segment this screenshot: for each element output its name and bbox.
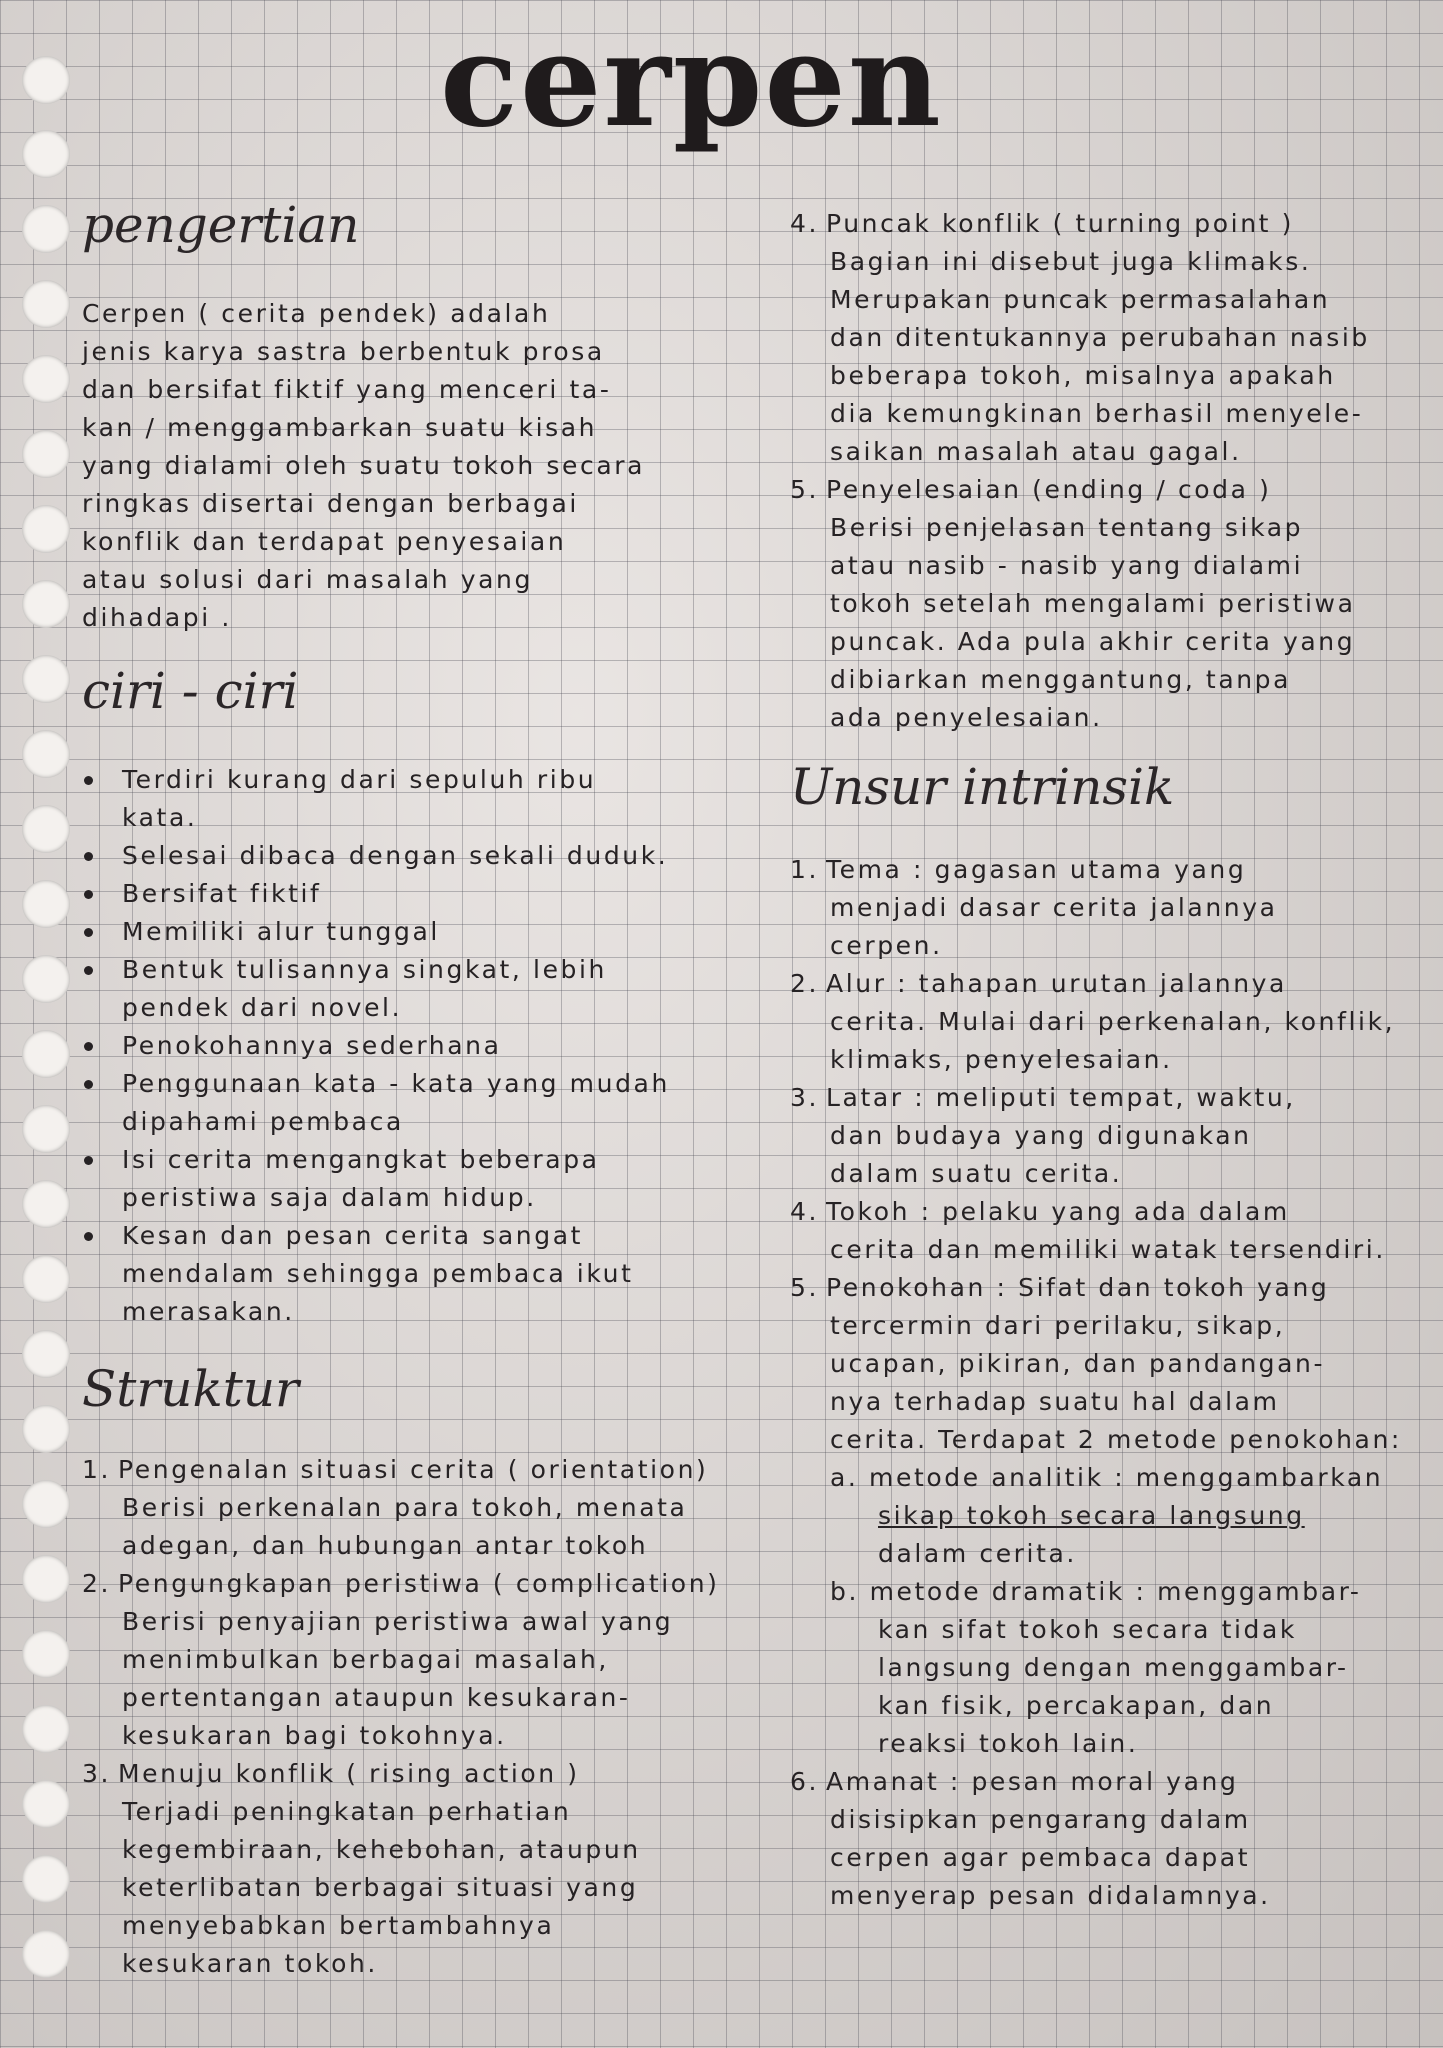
- struktur-continued: [790, 205, 1430, 737]
- text-line: dibiarkan menggantung, tanpa: [830, 665, 1292, 694]
- binder-hole: [22, 655, 70, 703]
- list-item: [82, 1217, 782, 1331]
- list-item: [82, 837, 782, 875]
- item-number: 4.: [790, 1197, 820, 1226]
- binder-hole: [22, 505, 70, 553]
- text-line: dan bersifat fiktif yang menceri ta-: [82, 375, 612, 404]
- binder-hole: [22, 280, 70, 328]
- list-item: [790, 471, 1430, 737]
- item-number: 5.: [790, 1273, 820, 1302]
- item-title: Pengenalan situasi cerita ( orientation): [118, 1455, 709, 1484]
- bullet-line: Selesai dibaca dengan sekali duduk.: [82, 837, 782, 875]
- text-line: dipahami pembaca: [122, 1107, 404, 1136]
- text-line: tokoh setelah mengalami peristiwa: [830, 589, 1356, 618]
- text-line: Cerpen ( cerita pendek) adalah: [82, 299, 551, 328]
- item-title: Tema : gagasan utama yang: [826, 855, 1247, 884]
- text-line: konflik dan terdapat penyesaian: [82, 527, 567, 556]
- text-line: kesukaran bagi tokohnya.: [122, 1721, 507, 1750]
- text-line: menjadi dasar cerita jalannya: [830, 893, 1278, 922]
- bullet-line: Penokohannya sederhana: [82, 1027, 782, 1065]
- list-item: [82, 761, 782, 837]
- binder-hole: [22, 955, 70, 1003]
- text-line: cerpen agar pembaca dapat: [830, 1843, 1251, 1872]
- list-item: [82, 1141, 782, 1217]
- item-title: Latar : meliputi tempat, waktu,: [826, 1083, 1296, 1112]
- bullet-line: Bersifat fiktif: [82, 875, 782, 913]
- binder-hole: [22, 56, 70, 104]
- list-item: [790, 1193, 1430, 1269]
- binder-hole: [22, 1930, 70, 1978]
- item-number: 2.: [790, 969, 820, 998]
- ciri-section: [82, 661, 782, 1331]
- text-line: kan fisik, percakapan, dan: [878, 1691, 1275, 1720]
- item-title: Menuju konflik ( rising action ): [118, 1759, 580, 1788]
- text-line: disisipkan pengarang dalam: [830, 1805, 1251, 1834]
- text-line: merasakan.: [122, 1297, 295, 1326]
- text-line: Berisi penjelasan tentang sikap: [830, 513, 1304, 542]
- binder-hole: [22, 1405, 70, 1453]
- binder-hole: [22, 1480, 70, 1528]
- text-line: menimbulkan berbagai masalah,: [122, 1645, 609, 1674]
- text-line: yang dialami oleh suatu tokoh secara: [82, 451, 646, 480]
- text-line: Merupakan puncak permasalahan: [830, 285, 1331, 314]
- binder-hole: [22, 130, 70, 178]
- binder-hole: [22, 1105, 70, 1153]
- text-line: kegembiraan, kehebohan, ataupun: [122, 1835, 641, 1864]
- left-column: [82, 195, 782, 1983]
- right-column: [790, 205, 1430, 1915]
- list-item: [790, 851, 1430, 965]
- list-item: [790, 1079, 1430, 1193]
- text-line: dalam suatu cerita.: [830, 1159, 1123, 1188]
- text-line: nya terhadap suatu hal dalam: [830, 1387, 1280, 1416]
- struktur-section: [82, 1359, 782, 1983]
- binder-hole: [22, 355, 70, 403]
- item-number: 3.: [82, 1759, 112, 1788]
- ciri-heading: ciri - ciri: [82, 662, 299, 720]
- item-title: Penyelesaian (ending / coda ): [826, 475, 1272, 504]
- bullet-line: Memiliki alur tunggal: [82, 913, 782, 951]
- binder-hole: [22, 1630, 70, 1678]
- item-title: Amanat : pesan moral yang: [826, 1767, 1239, 1796]
- struktur-heading: Struktur: [82, 1360, 299, 1418]
- text-line: cerita. Terdapat 2 metode penokohan:: [830, 1425, 1402, 1454]
- text-line: menyebabkan bertambahnya: [122, 1911, 555, 1940]
- list-item: [82, 1065, 782, 1141]
- item-number: 6.: [790, 1767, 820, 1796]
- binder-hole: [22, 205, 70, 253]
- text-line: dia kemungkinan berhasil menyele-: [830, 399, 1364, 428]
- text-line: dan ditentukannya perubahan nasib: [830, 323, 1370, 352]
- item-title: Puncak konflik ( turning point ): [826, 209, 1294, 238]
- text-line: dihadapi .: [82, 603, 232, 632]
- text-line: jenis karya sastra berbentuk prosa: [82, 337, 605, 366]
- text-line: b. metode dramatik : menggambar-: [830, 1577, 1362, 1606]
- text-line: kata.: [122, 803, 198, 832]
- list-item: [790, 1269, 1430, 1459]
- bullet-line: Isi cerita mengangkat beberapa: [82, 1141, 782, 1179]
- text-line: tercermin dari perilaku, sikap,: [830, 1311, 1286, 1340]
- text-line: cerita. Mulai dari perkenalan, konflik,: [830, 1007, 1396, 1036]
- text-line: langsung dengan menggambar-: [878, 1653, 1349, 1682]
- pengertian-heading: pengertian: [82, 196, 360, 254]
- binder-hole: [22, 805, 70, 853]
- text-line: puncak. Ada pula akhir cerita yang: [830, 627, 1356, 656]
- text-line: Berisi penyajian peristiwa awal yang: [122, 1607, 674, 1636]
- text-line: peristiwa saja dalam hidup.: [122, 1183, 537, 1212]
- list-item: [790, 1763, 1430, 1915]
- list-item: [82, 875, 782, 913]
- text-line: keterlibatan berbagai situasi yang: [122, 1873, 639, 1902]
- text-line: reaksi tokoh lain.: [878, 1729, 1139, 1758]
- binder-hole: [22, 1255, 70, 1303]
- text-line: sikap tokoh secara langsung: [878, 1501, 1305, 1530]
- text-line: saikan masalah atau gagal.: [830, 437, 1242, 466]
- page-title: cerpen: [440, 6, 943, 156]
- list-item: [82, 1755, 782, 1983]
- item-number: 1.: [790, 855, 820, 884]
- unsur-section: [790, 757, 1430, 1915]
- list-item: [82, 951, 782, 1027]
- binder-hole: [22, 1780, 70, 1828]
- text-line: kesukaran tokoh.: [122, 1949, 378, 1978]
- item-number: 4.: [790, 209, 820, 238]
- binder-hole: [22, 1330, 70, 1378]
- text-line: pendek dari novel.: [122, 993, 403, 1022]
- text-line: adegan, dan hubungan antar tokoh: [122, 1531, 649, 1560]
- binder-hole: [22, 1030, 70, 1078]
- metode-b: [790, 1573, 1430, 1763]
- bullet-line: Penggunaan kata - kata yang mudah: [82, 1065, 782, 1103]
- pengertian-section: [82, 195, 782, 637]
- text-line: a. metode analitik : menggambarkan: [830, 1463, 1384, 1492]
- list-item: [790, 965, 1430, 1079]
- text-line: cerpen.: [830, 931, 943, 960]
- text-line: Bagian ini disebut juga klimaks.: [830, 247, 1312, 276]
- list-item: [790, 205, 1430, 471]
- item-title: Pengungkapan peristiwa ( complication): [118, 1569, 720, 1598]
- unsur-heading: Unsur intrinsik: [790, 758, 1175, 816]
- bullet-line: Kesan dan pesan cerita sangat: [82, 1217, 782, 1255]
- text-line: menyerap pesan didalamnya.: [830, 1881, 1271, 1910]
- list-item: [82, 913, 782, 951]
- item-number: 3.: [790, 1083, 820, 1112]
- binder-hole: [22, 430, 70, 478]
- text-line: ucapan, pikiran, dan pandangan-: [830, 1349, 1326, 1378]
- bullet-line: Bentuk tulisannya singkat, lebih: [82, 951, 782, 989]
- list-item: [82, 1027, 782, 1065]
- binder-hole: [22, 1855, 70, 1903]
- binder-hole: [22, 1555, 70, 1603]
- text-line: ada penyelesaian.: [830, 703, 1103, 732]
- item-number: 1.: [82, 1455, 112, 1484]
- item-title: Tokoh : pelaku yang ada dalam: [826, 1197, 1290, 1226]
- list-item: [82, 1451, 782, 1565]
- item-title: Penokohan : Sifat dan tokoh yang: [826, 1273, 1330, 1302]
- text-line: Terjadi peningkatan perhatian: [122, 1797, 572, 1826]
- text-line: pertentangan ataupun kesukaran-: [122, 1683, 631, 1712]
- list-item: [82, 1565, 782, 1755]
- text-line: Berisi perkenalan para tokoh, menata: [122, 1493, 688, 1522]
- text-line: mendalam sehingga pembaca ikut: [122, 1259, 634, 1288]
- metode-a: [790, 1459, 1430, 1573]
- binder-hole: [22, 1705, 70, 1753]
- text-line: cerita dan memiliki watak tersendiri.: [830, 1235, 1386, 1264]
- item-title: Alur : tahapan urutan jalannya: [826, 969, 1287, 998]
- binder-hole: [22, 1180, 70, 1228]
- text-line: kan / menggambarkan suatu kisah: [82, 413, 598, 442]
- text-line: klimaks, penyelesaian.: [830, 1045, 1173, 1074]
- text-line: atau solusi dari masalah yang: [82, 565, 533, 594]
- text-line: dan budaya yang digunakan: [830, 1121, 1252, 1150]
- text-line: beberapa tokoh, misalnya apakah: [830, 361, 1336, 390]
- text-line: atau nasib - nasib yang dialami: [830, 551, 1304, 580]
- text-line: ringkas disertai dengan berbagai: [82, 489, 579, 518]
- binder-hole: [22, 730, 70, 778]
- text-line: dalam cerita.: [878, 1539, 1077, 1568]
- binder-hole: [22, 580, 70, 628]
- binder-hole: [22, 880, 70, 928]
- item-number: 5.: [790, 475, 820, 504]
- item-number: 2.: [82, 1569, 112, 1598]
- text-line: kan sifat tokoh secara tidak: [878, 1615, 1297, 1644]
- bullet-line: Terdiri kurang dari sepuluh ribu: [82, 761, 782, 799]
